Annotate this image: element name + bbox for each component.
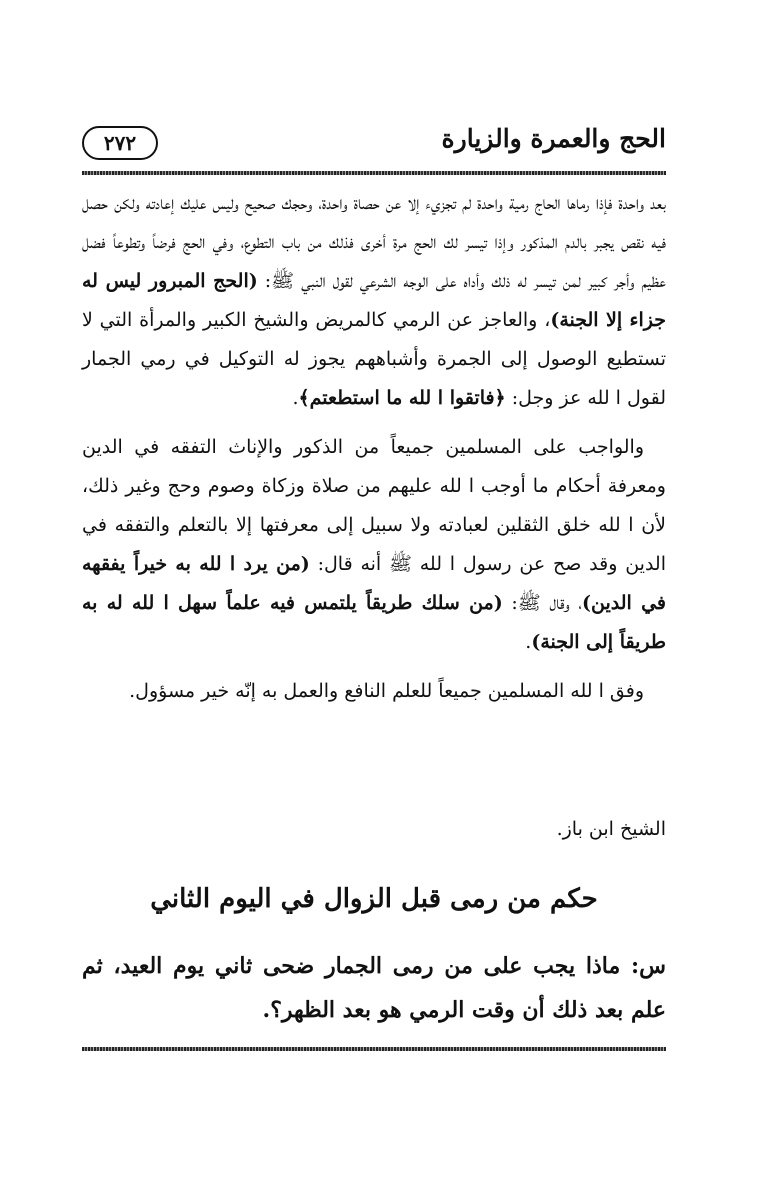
question-text: س: ماذا يجب على من رمى الجمار ضحى ثاني يوم العيد، ثم علم بعد ذلك أن وقت الرمي هو بعد الظهر؟. <box>82 953 666 1023</box>
paragraph-text: ، والعاجز عن الرمي كالمريض والشيخ الكبير والمرأة التي لا تستطيع الوصول إلى الجمرة وأشباههم يجوز له التوكيل في رمي الجمار لقول ا لله عز وجل: <box>82 309 666 409</box>
paragraph-text: . <box>525 631 532 653</box>
header-divider <box>82 171 666 175</box>
quran-verse: ﴿فاتقوا ا لله ما استطعتم﴾ <box>298 387 506 409</box>
hadith-quote: (من يرد ا لله به خيراً يفقهه في الدين) <box>82 553 667 614</box>
author-signature: الشيخ ابن باز. <box>556 818 666 840</box>
paragraph-obligation <box>82 428 666 662</box>
page-header <box>82 120 666 172</box>
paragraph-text: . <box>292 387 299 409</box>
footer-divider <box>82 1047 666 1051</box>
paragraph-closing <box>82 672 666 711</box>
paragraph-ruling <box>82 184 666 418</box>
page-number-badge: ٢٧٢ <box>82 126 158 160</box>
section-heading: حكم من رمى قبل الزوال في اليوم الثاني <box>150 884 598 914</box>
paragraph-text: بعد واحدة فإذا رماها الحاج رمية واحدة لم تجزيء إلا عن حصاة واحدة، وحجك صحيح وليس عليك إعادته ولكن حصل فيه نقص يجبر بالدم المذكور وإذا تيسر لك الحج مرة أخرى فذلك من باب التطوع، وفي الحج فرضاً وتطوعاً فضل عظيم وأجر كبير لمن تيسر له ذلك وأداه على الوجه الشرعي لقول النبي ﷺ: <box>82 192 666 292</box>
hadith-quote: (الحج المبرور ليس له جزاء إلا الجنة) <box>82 270 666 331</box>
book-title: الحج والعمرة والزيارة <box>441 124 666 153</box>
paragraph-text: ، وقال ﷺ: <box>502 592 583 614</box>
paragraph-text: والواجب على المسلمين جميعاً من الذكور والإناث التفقه في الدين ومعرفة أحكام ما أوجب ا لله عليهم من صلاة وزكاة وصوم وحج وغير ذلك، لأن ا لله خلق الثقلين لعبادته ولا سبيل إلى معرفتها إلا بالتعلم والتفقه في الدين وقد صح عن رسول ا لله ﷺ أنه قال: <box>82 436 666 575</box>
hadith-quote: (من سلك طريقاً يلتمس فيه علماً سهل ا لله له به طريقاً إلى الجنة) <box>82 592 666 653</box>
paragraph-text: وفق ا لله المسلمين جميعاً للعلم النافع والعمل به إنّه خير مسؤول. <box>129 680 644 702</box>
fatwa-body <box>82 184 666 711</box>
